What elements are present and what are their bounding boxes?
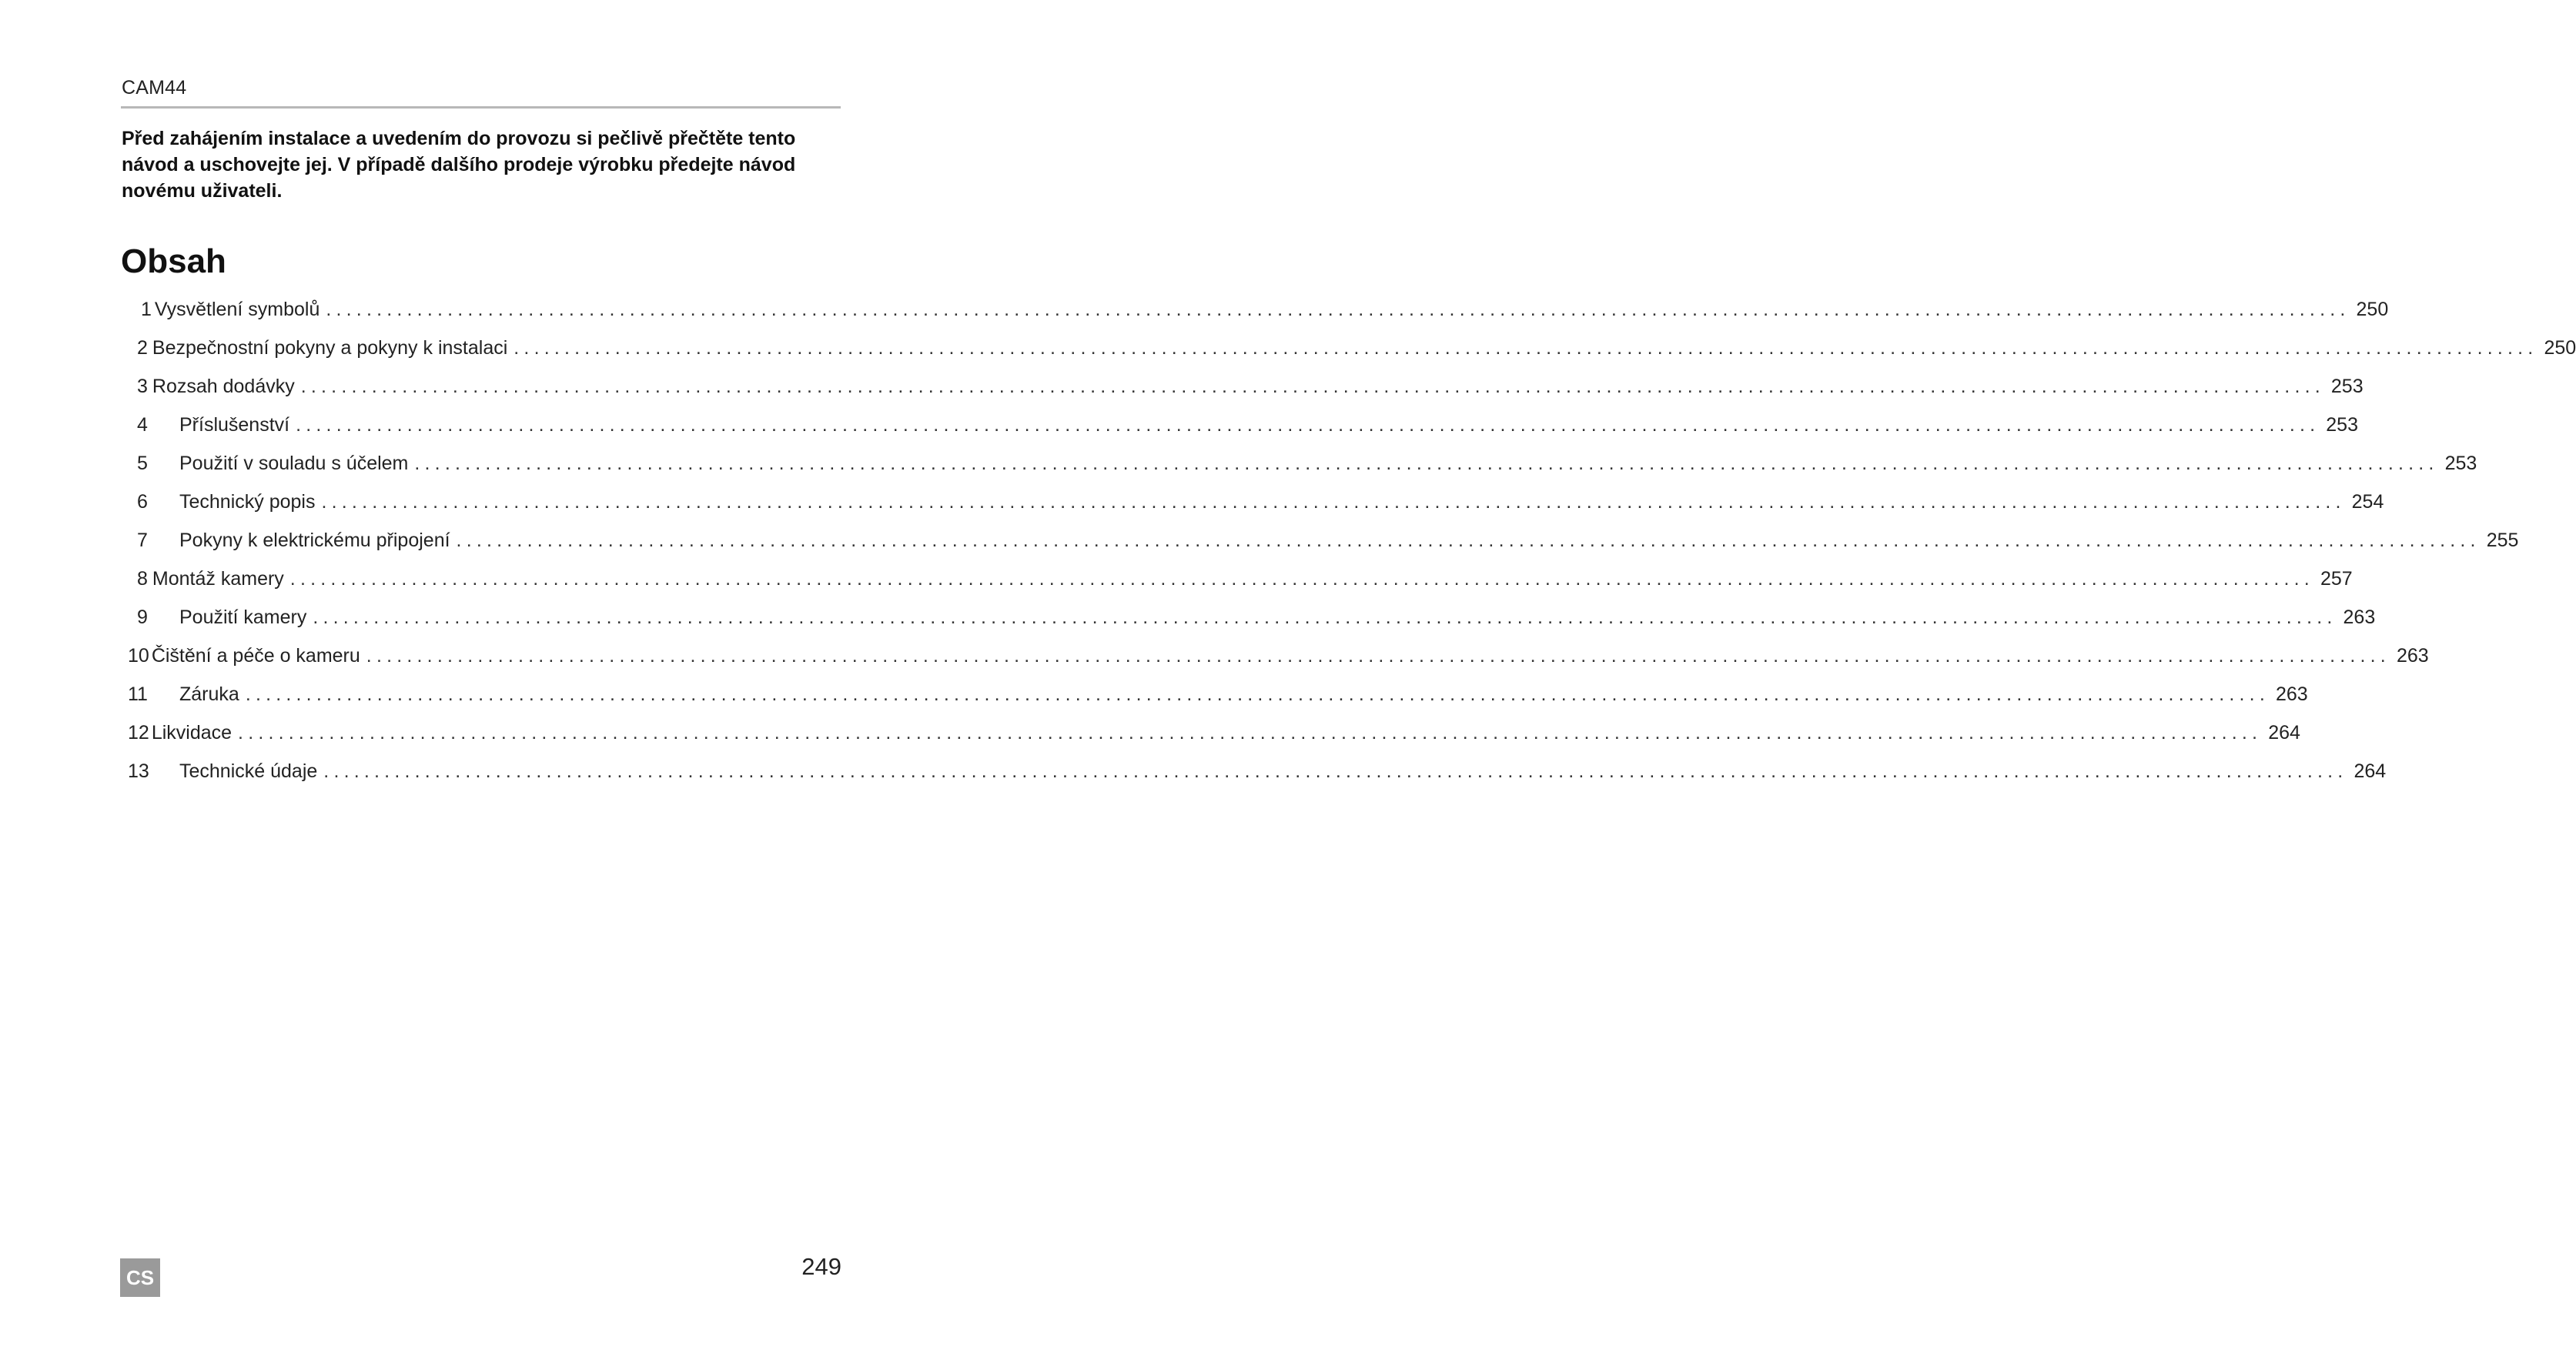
toc-entry-number: 3 bbox=[137, 376, 148, 397]
intro-line: Před zahájením instalace a uvedením do provozu si pečlivě přečtěte tento bbox=[122, 128, 796, 149]
toc-entry-title: Vysvětlení symbolů bbox=[154, 299, 320, 320]
toc-entry-number: 2 bbox=[137, 337, 148, 359]
toc-entry-title: Likvidace bbox=[151, 722, 233, 744]
toc-entry[interactable] bbox=[128, 642, 2429, 670]
toc-entry[interactable] bbox=[137, 603, 2376, 631]
toc-entry-title: Použití kamery bbox=[179, 606, 307, 628]
toc-entry-title: Pokyny k elektrickému připojení bbox=[179, 530, 450, 551]
toc-entry-number: 4 bbox=[137, 414, 148, 436]
toc-entry-page: 253 bbox=[2326, 414, 2358, 436]
toc-leader-dots: ........................................................................................................................................................................................................ bbox=[238, 722, 2263, 744]
toc-entry-page: 264 bbox=[2268, 722, 2300, 744]
toc-entry-number: 9 bbox=[137, 606, 148, 628]
toc-leader-dots: ........................................................................................................................................................................................................ bbox=[321, 491, 2346, 513]
intro-notice bbox=[122, 125, 845, 204]
header-divider bbox=[121, 106, 841, 109]
toc-entry-page: 250 bbox=[2544, 337, 2576, 359]
toc-entry[interactable] bbox=[137, 334, 2576, 362]
toc-entry-title: Příslušenství bbox=[179, 414, 290, 436]
toc-entry-number: 11 bbox=[128, 683, 148, 705]
toc-entry-page: 257 bbox=[2320, 568, 2353, 590]
toc-leader-dots: ........................................................................................................................................................................................................ bbox=[414, 453, 2439, 474]
toc-entry[interactable] bbox=[128, 757, 2387, 785]
toc-leader-dots: ........................................................................................................................................................................................................ bbox=[326, 299, 2350, 320]
toc-entry-title: Použití v souladu s účelem bbox=[179, 453, 409, 474]
toc-entry-title: Bezpečnostní pokyny a pokyny k instalaci bbox=[152, 337, 508, 359]
toc-entry-page: 264 bbox=[2354, 760, 2387, 782]
intro-line: novému uživateli. bbox=[122, 180, 283, 202]
toc-entry[interactable] bbox=[141, 296, 2389, 323]
toc-entry-page: 263 bbox=[2396, 645, 2429, 667]
toc-entry-page: 254 bbox=[2351, 491, 2384, 513]
toc-entry-number: 5 bbox=[137, 453, 148, 474]
toc-leader-dots: ........................................................................................................................................................................................................ bbox=[514, 337, 2538, 359]
intro-line: návod a uschovejte jej. V případě dalšího prodeje výrobku předejte návod bbox=[122, 154, 796, 175]
toc-leader-dots: ........................................................................................................................................................................................................ bbox=[296, 414, 2320, 436]
toc-entry-title: Rozsah dodávky bbox=[152, 376, 295, 397]
toc-entry-page: 250 bbox=[2356, 299, 2389, 320]
toc-leader-dots: ........................................................................................................................................................................................................ bbox=[300, 376, 2325, 397]
toc-entry-title: Technický popis bbox=[179, 491, 316, 513]
toc-entry-number: 10 bbox=[128, 645, 149, 667]
toc-entry-page: 253 bbox=[2330, 376, 2364, 397]
toc-entry[interactable] bbox=[137, 526, 2519, 554]
toc-entry[interactable] bbox=[137, 373, 2364, 400]
toc-entry-title: Čištění a péče o kameru bbox=[151, 645, 360, 667]
toc-leader-dots: ........................................................................................................................................................................................................ bbox=[323, 760, 2348, 782]
toc-entry-number: 12 bbox=[128, 722, 149, 744]
toc-entry-page: 263 bbox=[2275, 683, 2308, 705]
page-number: 249 bbox=[801, 1253, 841, 1280]
toc-entry-number: 1 bbox=[141, 299, 152, 320]
toc-entry-title: Montáž kamery bbox=[152, 568, 284, 590]
toc-leader-dots: ........................................................................................................................................................................................................ bbox=[366, 645, 2390, 667]
toc-entry-title: Technické údaje bbox=[179, 760, 318, 782]
toc-entry-number: 6 bbox=[137, 491, 148, 513]
toc-leader-dots: ........................................................................................................................................................................................................ bbox=[245, 683, 2270, 705]
document-header-title: CAM44 bbox=[122, 77, 187, 99]
toc-entry-number: 8 bbox=[137, 568, 148, 590]
toc-entry-number: 13 bbox=[128, 760, 149, 782]
toc-entry[interactable] bbox=[137, 449, 2477, 477]
toc-entry[interactable] bbox=[137, 411, 2358, 439]
language-badge: CS bbox=[120, 1258, 160, 1297]
toc-entry[interactable] bbox=[137, 488, 2384, 516]
toc-leader-dots: ........................................................................................................................................................................................................ bbox=[289, 568, 2314, 590]
toc-entry-page: 255 bbox=[2486, 530, 2519, 551]
toc-leader-dots: ........................................................................................................................................................................................................ bbox=[456, 530, 2481, 551]
toc-leader-dots: ........................................................................................................................................................................................................ bbox=[313, 606, 2337, 628]
toc-entry[interactable] bbox=[137, 565, 2353, 593]
toc-entry-title: Záruka bbox=[179, 683, 239, 705]
toc-entry-number: 7 bbox=[137, 530, 148, 551]
toc-entry[interactable] bbox=[128, 680, 2308, 708]
toc-entry[interactable] bbox=[128, 719, 2300, 747]
toc-entry-page: 263 bbox=[2343, 606, 2376, 628]
toc-heading: Obsah bbox=[121, 242, 226, 280]
toc-entry-page: 253 bbox=[2444, 453, 2477, 474]
